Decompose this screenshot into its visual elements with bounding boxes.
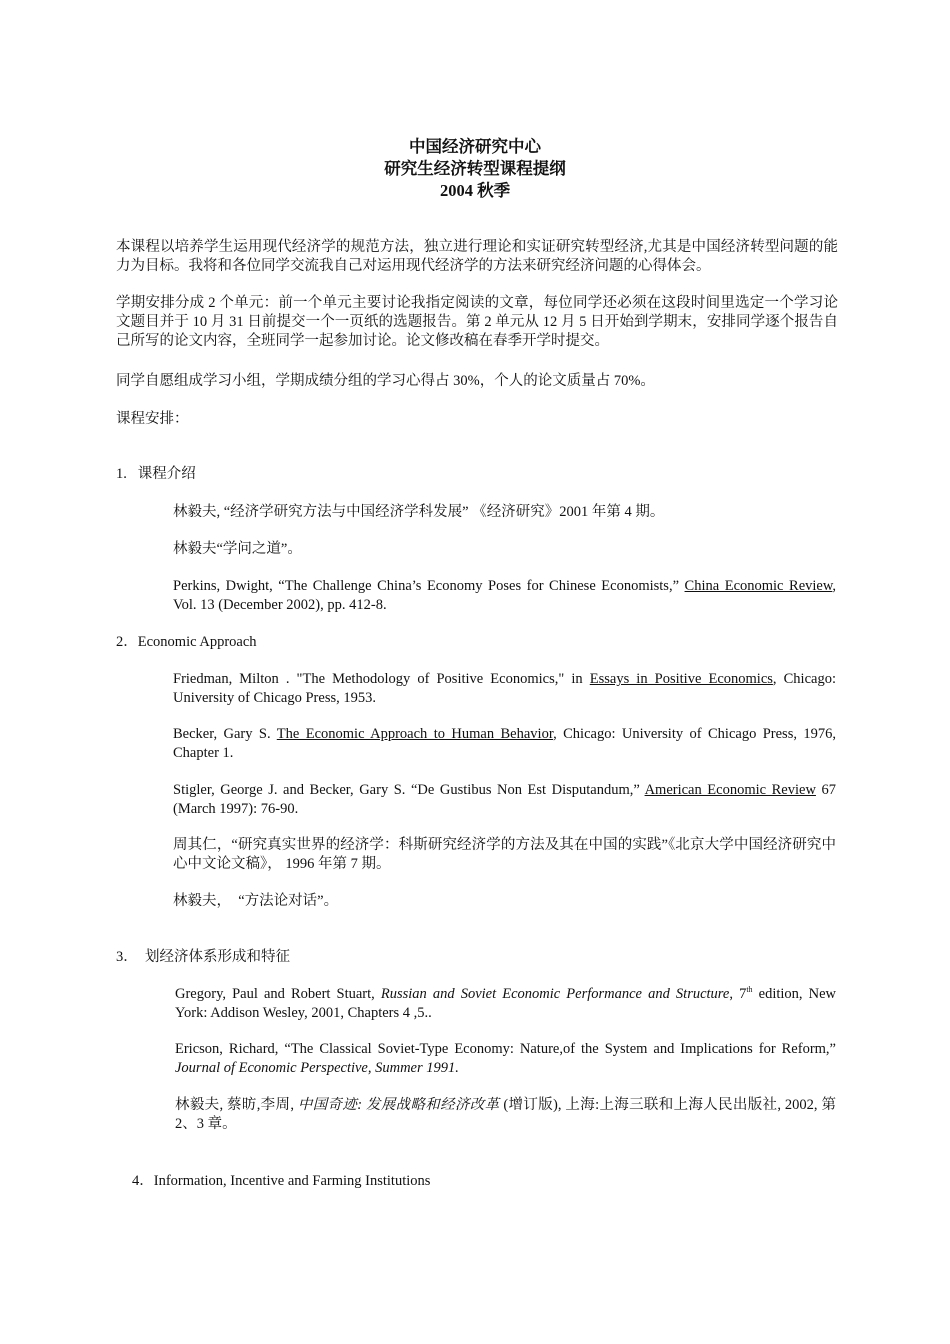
title-line-2: 研究生经济转型课程提纲 [384,159,566,178]
title-line-1: 中国经济研究中心 [409,137,541,156]
section-2-ref-1 [173,670,836,708]
section-3-heading: 3． 划经济体系形成和特征 [116,949,290,965]
ref-text: , Chicago: University of Chicago Press, 1953. [173,671,836,706]
ref-text: (增订版), 上海:上海三联和上海人民出版社, 2002, 第 2、3 章。 [175,1097,837,1132]
section-2-ref-5: 林毅夫， “方法论对话”。 [173,893,339,909]
title-line-3: 2004 秋季 [439,181,511,200]
section-1-ref-3 [173,577,836,615]
section-1-ref-1: 林毅夫, “经济学研究方法与中国经济学科发展” 《经济研究》2001 年第 4 期。 [173,504,665,520]
ref-text: , Chicago: University of Chicago Press, 1976, Chapter 1. [173,726,837,761]
ref-text: Stigler, George J. and Becker, Gary S. “De Gustibus Non Est Disputandum,” [173,782,645,798]
section-2-heading: 2．Economic Approach [116,634,257,650]
edition-superscript: th [746,985,753,995]
ref-text: , 7 [729,986,747,1002]
journal-title: China Economic Review [684,578,833,594]
section-4-heading: 4．Information, Incentive and Farming Institutions [132,1173,431,1189]
intro-paragraph-2: 学期安排分成 2 个单元：前一个单元主要讨论我指定阅读的文章，每位同学还必须在这段时间里选定一个学习论文题目并于 10 月 31 日前提交一个一页纸的选题报告。第 2 单元从 12 月 5 日开始到学期末，安排同学逐个报告自己所写的论文内容，全班同学一起参加讨论。论文修改稿在春季开学时提交。 [116,295,838,349]
section-2-ref-4: 周其仁，“研究真实世界的经济学：科斯研究经济学的方法及其在中国的实践”《北京大学中国经济研究中心中文论文稿》， 1996 年第 7 期。 [173,837,836,872]
section-3-ref-2 [175,1040,836,1078]
ref-text: , Vol. 13 (December 2002), pp. 412-8. [173,578,836,613]
schedule-label: 课程安排： [116,411,189,427]
ref-text: Friedman, Milton . "The Methodology of Positive Economics," in [173,671,590,687]
ref-text: Perkins, Dwight, “The Challenge China’s Economy Poses for Chinese Economists,” [173,578,685,594]
ref-text: Gregory, Paul and Robert Stuart, [175,986,381,1002]
section-2-ref-2 [173,725,836,763]
intro-paragraph-3: 同学自愿组成学习小组，学期成绩分组的学习心得占 30%，个人的论文质量占 70%。 [116,373,655,389]
journal-title: American Economic Review [644,782,816,798]
intro-paragraph-1: 本课程以培养学生运用现代经济学的规范方法，独立进行理论和实证研究转型经济,尤其是中国经济转型问题的能力为目标。我将和各位同学交流我自己对运用现代经济学的方法来研究经济问题的心得体会。 [116,239,838,274]
ref-text: Becker, Gary S. [173,726,277,742]
ref-text: edition, New York: Addison Wesley, 2001, Chapters 4 ,5.. [175,986,837,1021]
section-1-ref-2: 林毅夫“学问之道”。 [173,541,302,557]
section-3-ref-1 [175,985,836,1023]
section-2-ref-3 [173,781,836,819]
book-title: Essays in Positive Economics [589,671,773,687]
journal-title: Journal of Economic Perspective, Summer 1991. [175,1060,459,1076]
book-title: 中国奇迹: 发展战略和经济改革 [297,1097,500,1113]
book-title: The Economic Approach to Human Behavior [276,726,554,742]
ref-text: Ericson, Richard, “The Classical Soviet-Type Economy: Nature,of the System and Implications for Reform,” [175,1041,836,1057]
ref-text: 67 (March 1997): 76-90. [173,782,836,817]
section-1-heading: 1. 课程介绍 [116,466,196,482]
book-title: Russian and Soviet Economic Performance and Structure [380,986,730,1002]
section-3-ref-3 [175,1096,836,1134]
ref-text: 林毅夫, 蔡昉,李周, [175,1097,298,1113]
